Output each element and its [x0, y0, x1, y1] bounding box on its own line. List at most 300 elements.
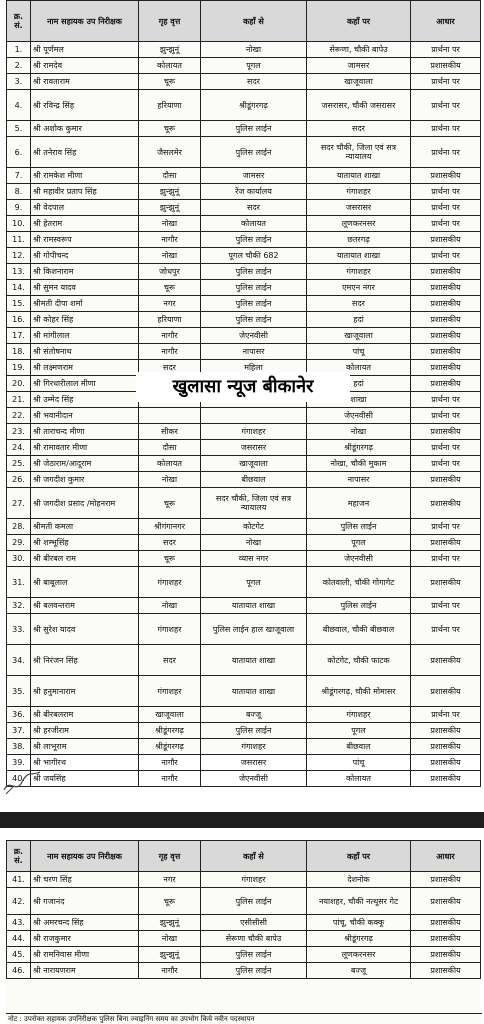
- home-district-cell-text: जैसलमेर: [157, 147, 182, 157]
- header-serial: क्र. सं.: [7, 1, 31, 42]
- basis-cell-text: प्रशासकीय: [430, 299, 461, 308]
- table-row: [7, 598, 481, 614]
- serial-cell: [7, 488, 31, 519]
- to-cell: [307, 216, 411, 232]
- from-cell-text: यातायात शाखा: [231, 601, 276, 610]
- home-district-cell-text: चूरू: [163, 77, 176, 86]
- name-cell: [31, 488, 139, 519]
- basis-cell: [411, 121, 481, 137]
- from-cell: [201, 567, 307, 598]
- to-cell-text: पुलिस लाईन: [340, 522, 377, 531]
- table-row: [7, 723, 481, 739]
- from-cell-text: सदर: [247, 77, 260, 86]
- basis-cell-text: प्रशासकीय: [430, 538, 461, 547]
- from-cell: [201, 168, 307, 184]
- home-district-cell-text: सदर: [163, 538, 176, 547]
- home-district-cell: [139, 168, 201, 184]
- to-cell-text: पांचू: [352, 758, 365, 767]
- from-cell-text: पुलिस लाईन: [235, 283, 272, 292]
- to-cell-text: कोतवाली, चौकी गोगागेट: [322, 577, 395, 587]
- name-cell: [31, 440, 139, 456]
- header-serial: क्र. सं.: [7, 841, 31, 872]
- table-row: [7, 184, 481, 200]
- serial-cell: [7, 947, 31, 963]
- name-cell: [31, 360, 139, 376]
- from-cell: [201, 74, 307, 90]
- home-district-cell-text: खाजूवाला: [155, 710, 184, 719]
- serial-cell-text: 9.: [14, 203, 23, 212]
- serial-cell-text: 2.: [14, 61, 23, 70]
- from-cell-text: पुलिस लाईन: [235, 299, 272, 308]
- home-district-cell-text: जोधपुर: [159, 267, 180, 276]
- serial-cell-text: 32.: [12, 601, 25, 610]
- header-from: कहाँ से: [201, 1, 307, 42]
- from-cell: [201, 707, 307, 723]
- home-district-cell: [139, 488, 201, 519]
- table-row: [7, 488, 481, 519]
- from-cell-text: पूगल: [246, 61, 261, 70]
- from-cell-text: पूगल: [246, 577, 261, 587]
- basis-cell: [411, 200, 481, 216]
- serial-cell: [7, 184, 31, 200]
- serial-cell-text: 40.: [12, 774, 25, 783]
- serial-cell: [7, 168, 31, 184]
- from-cell-text: गंगाशहर: [241, 427, 266, 436]
- home-district-cell-text: चूरू: [163, 896, 176, 906]
- basis-cell-text: प्रार्थना पर: [431, 554, 460, 563]
- basis-cell-text: प्रार्थना पर: [431, 601, 460, 610]
- to-cell: [307, 58, 411, 74]
- from-cell: [201, 872, 307, 888]
- home-district-cell-text: झुन्झुनूं: [159, 950, 180, 959]
- home-district-cell-text: झुन्झुनूं: [159, 918, 180, 927]
- to-cell: [307, 723, 411, 739]
- home-district-cell: [139, 74, 201, 90]
- basis-cell-text: प्रशासकीय: [430, 966, 461, 975]
- from-cell-text: जसरासर: [240, 758, 267, 767]
- from-cell: [201, 488, 307, 519]
- table-row: [7, 296, 481, 312]
- table-row: [7, 676, 481, 707]
- home-district-cell: [139, 137, 201, 168]
- name-cell: [31, 739, 139, 755]
- home-district-cell: [139, 519, 201, 535]
- serial-cell-text: 25.: [12, 459, 25, 468]
- name-cell-text: श्री जगदीश कुमार: [33, 475, 85, 484]
- home-district-cell-text: नागौर: [161, 774, 178, 783]
- to-cell: [307, 200, 411, 216]
- to-cell-text: बीछवाल, चौकी बीछवाल: [322, 624, 395, 634]
- basis-cell: [411, 408, 481, 424]
- home-district-cell-text: कोलायत: [157, 61, 182, 70]
- to-cell: [307, 947, 411, 963]
- name-cell-text: श्री शम्भूसिंह: [33, 538, 69, 547]
- from-cell: [201, 440, 307, 456]
- basis-cell-text: प्रशासकीय: [430, 171, 461, 180]
- name-cell: [31, 248, 139, 264]
- to-cell: [307, 915, 411, 931]
- to-cell-text: नोखा: [350, 427, 367, 436]
- name-cell: [31, 723, 139, 739]
- name-cell: [31, 915, 139, 931]
- name-cell-text: श्री गजानंद: [33, 896, 65, 906]
- home-district-cell: [139, 963, 201, 979]
- basis-cell-text: प्रशासकीय: [430, 61, 461, 70]
- serial-cell: [7, 888, 31, 915]
- serial-cell: [7, 598, 31, 614]
- home-district-cell: [139, 344, 201, 360]
- home-district-cell-text: कोलायत: [157, 459, 182, 468]
- to-cell: [307, 488, 411, 519]
- basis-cell-text: प्रार्थना पर: [431, 77, 460, 86]
- to-cell: [307, 168, 411, 184]
- basis-cell: [411, 360, 481, 376]
- to-cell-text: गंगाशहर: [346, 187, 371, 196]
- to-cell: [307, 888, 411, 915]
- basis-cell-text: प्रशासकीय: [430, 934, 461, 943]
- name-cell-text: श्री वेदपाल: [33, 203, 65, 212]
- basis-cell-text: प्रशासकीय: [430, 577, 461, 587]
- name-cell: [31, 707, 139, 723]
- from-cell: [201, 58, 307, 74]
- name-cell-text: श्री रावताराम: [33, 77, 70, 86]
- name-cell-text: श्री जगदीश प्रसाद /मोहनराम: [33, 498, 116, 508]
- serial-cell-text: 37.: [12, 726, 25, 735]
- basis-cell: [411, 963, 481, 979]
- to-cell: [307, 280, 411, 296]
- home-district-cell: [139, 280, 201, 296]
- name-cell-text: श्री बीरबलराम: [33, 710, 74, 719]
- serial-cell: [7, 296, 31, 312]
- to-cell: [307, 755, 411, 771]
- basis-cell-text: प्रशासकीय: [430, 774, 461, 783]
- footer-note: नोट : उपरोक्त सहायक उपनिरीक्षक पुलिस बिना ज्वाइनिंग समय का उपभोग किये नवीन पदस्थापन: [6, 1013, 482, 1024]
- from-cell: [201, 248, 307, 264]
- home-district-cell-text: नागौर: [161, 347, 178, 356]
- serial-cell: [7, 248, 31, 264]
- table-row: [7, 137, 481, 168]
- name-cell-text: श्री रामस्वरूप: [33, 235, 72, 244]
- basis-cell: [411, 216, 481, 232]
- serial-cell-text: 39.: [12, 758, 25, 767]
- from-cell-text: पुलिस लाईन: [235, 966, 272, 975]
- basis-cell: [411, 614, 481, 645]
- to-cell: [307, 74, 411, 90]
- name-cell-text: श्री अशोक कुमार: [33, 124, 82, 133]
- home-district-cell-text: गंगाशहर: [157, 624, 182, 634]
- basis-cell-text: प्रार्थना पर: [431, 187, 460, 196]
- home-district-cell: [139, 931, 201, 947]
- table-row: [7, 755, 481, 771]
- from-cell-text: जसरासर: [240, 443, 267, 452]
- home-district-cell-text: झुन्झुनूं: [159, 187, 180, 196]
- basis-cell-text: प्रशासकीय: [430, 379, 461, 388]
- basis-cell-text: प्रशासकीय: [430, 347, 461, 356]
- from-cell-text: श्रीडूंगरगढ़: [239, 100, 268, 110]
- from-cell: [201, 456, 307, 472]
- serial-cell-text: 1.: [14, 45, 23, 54]
- name-cell-text: श्री बाबूलाल: [33, 577, 68, 587]
- name-cell: [31, 74, 139, 90]
- to-cell: [307, 739, 411, 755]
- to-cell-text: श्रीडूंगरगढ़: [344, 934, 373, 943]
- home-district-cell-text: नगर: [163, 875, 176, 884]
- table-row: [7, 200, 481, 216]
- from-cell-text: गंगाशहर: [241, 875, 266, 884]
- home-district-cell-text: सदर: [163, 655, 176, 665]
- table-row: [7, 947, 481, 963]
- basis-cell-text: प्रार्थना पर: [431, 45, 460, 54]
- serial-cell: [7, 519, 31, 535]
- from-cell: [201, 931, 307, 947]
- serial-cell: [7, 58, 31, 74]
- to-cell-text: यातायात शाखा: [336, 251, 381, 260]
- basis-cell-text: प्रशासकीय: [430, 726, 461, 735]
- to-cell: [307, 440, 411, 456]
- serial-cell: [7, 963, 31, 979]
- home-district-cell: [139, 551, 201, 567]
- name-cell-text: श्री गिरधारीलाल मीणा: [33, 379, 96, 388]
- to-cell-text: कोलायत: [346, 774, 371, 783]
- home-district-cell: [139, 645, 201, 676]
- to-cell-text: श्रीडूंगरगढ़, चौकी मोमासर: [321, 686, 396, 696]
- name-cell: [31, 200, 139, 216]
- serial-cell: [7, 280, 31, 296]
- basis-cell-text: प्रार्थना पर: [431, 219, 460, 228]
- to-cell-text: शाखा: [350, 395, 367, 404]
- home-district-cell-text: नागौर: [161, 966, 178, 975]
- name-cell: [31, 90, 139, 121]
- name-cell-text: श्री निरंजन सिंह: [33, 655, 78, 665]
- basis-cell: [411, 328, 481, 344]
- from-cell-text: जेएनवीसी: [239, 331, 268, 340]
- serial-cell-text: 28.: [12, 522, 25, 531]
- serial-cell-text: 26.: [12, 475, 25, 484]
- serial-cell-text: 7.: [14, 171, 23, 180]
- basis-cell-text: प्रशासकीय: [430, 918, 461, 927]
- from-cell-text: एसीसीसी: [240, 918, 267, 927]
- serial-cell: [7, 440, 31, 456]
- serial-cell-text: 38.: [12, 742, 25, 751]
- basis-cell-text: प्रार्थना पर: [431, 411, 460, 420]
- home-district-cell: [139, 535, 201, 551]
- to-cell-text: कोलायत: [346, 363, 371, 372]
- basis-cell: [411, 551, 481, 567]
- to-cell-text: हदां: [353, 315, 364, 324]
- basis-cell-text: प्रार्थना पर: [431, 395, 460, 404]
- basis-cell-text: प्रशासकीय: [430, 363, 461, 372]
- basis-cell-text: प्रशासकीय: [430, 475, 461, 484]
- table-row: [7, 707, 481, 723]
- home-district-cell: [139, 739, 201, 755]
- name-cell: [31, 408, 139, 424]
- from-cell-text: व्यास नगर: [238, 554, 269, 563]
- home-district-cell-text: सदर: [163, 363, 176, 372]
- table-row: [7, 90, 481, 121]
- to-cell: [307, 264, 411, 280]
- home-district-cell: [139, 598, 201, 614]
- header-from: कहाँ से: [201, 841, 307, 872]
- name-cell-text: श्रीमती कमला: [33, 522, 74, 531]
- table-row: [7, 74, 481, 90]
- name-cell-text: श्री कोहर सिंह: [33, 315, 74, 324]
- name-cell: [31, 519, 139, 535]
- to-cell-text: सदर: [352, 124, 365, 133]
- basis-cell-text: प्रार्थना पर: [431, 443, 460, 452]
- home-district-cell-text: झुन्झुनूं: [159, 203, 180, 212]
- to-cell: [307, 184, 411, 200]
- from-cell: [201, 90, 307, 121]
- from-cell: [201, 137, 307, 168]
- transfer-table-page-2: [6, 840, 481, 979]
- from-cell-text: कोलायत: [241, 219, 266, 228]
- to-cell: [307, 408, 411, 424]
- to-cell: [307, 344, 411, 360]
- basis-cell: [411, 344, 481, 360]
- home-district-cell-text: नागौर: [161, 331, 178, 340]
- basis-cell: [411, 137, 481, 168]
- home-district-cell-text: नोखा: [161, 934, 178, 943]
- serial-cell-text: 46.: [12, 966, 25, 975]
- from-cell-text: पुलिस लाईन: [235, 267, 272, 276]
- home-district-cell-text: हरियाणा: [157, 100, 182, 110]
- table-row: [7, 264, 481, 280]
- serial-cell: [7, 328, 31, 344]
- name-cell: [31, 264, 139, 280]
- serial-cell: [7, 360, 31, 376]
- from-cell: [201, 216, 307, 232]
- basis-cell-text: प्रशासकीय: [430, 235, 461, 244]
- home-district-cell-text: श्रीगंगानगर: [153, 522, 186, 531]
- to-cell: [307, 931, 411, 947]
- to-cell-text: सेरूणा, चौकी बापेउ: [329, 45, 388, 54]
- basis-cell: [411, 74, 481, 90]
- to-cell-text: बज्जू: [350, 966, 367, 975]
- table-row: [7, 614, 481, 645]
- table-body-page-1: [7, 42, 481, 787]
- home-district-cell-text: झुन्झुनूं: [159, 45, 180, 54]
- name-cell: [31, 216, 139, 232]
- serial-cell-text: 35.: [12, 686, 25, 696]
- serial-cell-text: 31.: [12, 577, 25, 587]
- serial-cell: [7, 312, 31, 328]
- home-district-cell: [139, 408, 201, 424]
- from-cell-text: नोखा: [245, 538, 262, 547]
- home-district-cell: [139, 312, 201, 328]
- basis-cell-text: प्रशासकीय: [430, 267, 461, 276]
- home-district-cell: [139, 232, 201, 248]
- name-cell: [31, 755, 139, 771]
- to-cell: [307, 645, 411, 676]
- name-cell: [31, 137, 139, 168]
- home-district-cell: [139, 58, 201, 74]
- home-district-cell: [139, 90, 201, 121]
- basis-cell: [411, 184, 481, 200]
- name-cell-text: श्री सुमन यादव: [33, 283, 76, 292]
- to-cell: [307, 90, 411, 121]
- to-cell: [307, 872, 411, 888]
- table-row: [7, 408, 481, 424]
- from-cell: [201, 676, 307, 707]
- home-district-cell: [139, 707, 201, 723]
- serial-cell: [7, 264, 31, 280]
- to-cell-text: श्रीडूंगरगढ़: [344, 443, 373, 452]
- home-district-cell-text: नोखा: [161, 219, 178, 228]
- to-cell: [307, 963, 411, 979]
- serial-cell: [7, 739, 31, 755]
- name-cell-text: श्री जेठाराम/आदूराम: [33, 459, 92, 468]
- name-cell: [31, 121, 139, 137]
- name-cell: [31, 888, 139, 915]
- home-district-cell-text: श्रीडूंगरगढ़: [155, 742, 184, 751]
- name-cell: [31, 58, 139, 74]
- home-district-cell: [139, 888, 201, 915]
- home-district-cell-text: चूरू: [163, 283, 176, 292]
- from-cell: [201, 947, 307, 963]
- from-cell-text: सदर: [247, 203, 260, 212]
- basis-cell: [411, 90, 481, 121]
- from-cell-text: सदर चौकी, जिला एवं सत्र न्यायालय: [215, 494, 292, 512]
- table-row: [7, 328, 481, 344]
- serial-cell: [7, 707, 31, 723]
- serial-cell: [7, 614, 31, 645]
- serial-cell-text: 17.: [12, 331, 25, 340]
- from-cell: [201, 915, 307, 931]
- basis-cell: [411, 440, 481, 456]
- name-cell-text: श्री हेतराम: [33, 219, 63, 228]
- basis-cell-text: प्रार्थना पर: [431, 124, 460, 133]
- name-cell: [31, 232, 139, 248]
- home-district-cell-text: दौसा: [162, 443, 177, 452]
- serial-cell-text: 19.: [12, 363, 25, 372]
- basis-cell: [411, 488, 481, 519]
- home-district-cell: [139, 42, 201, 58]
- name-cell-text: श्री तनेराव सिंह: [33, 147, 77, 157]
- home-district-cell: [139, 296, 201, 312]
- to-cell-text: गंगाशहर: [346, 710, 371, 719]
- name-cell: [31, 551, 139, 567]
- to-cell-text: जसरासर, चौकी जसरासर: [321, 100, 396, 110]
- header-name: नाम सहायक उप निरीक्षक: [31, 841, 139, 872]
- name-cell: [31, 614, 139, 645]
- home-district-cell: [139, 424, 201, 440]
- from-cell-text: गंगाशहर: [241, 742, 266, 751]
- home-district-cell: [139, 248, 201, 264]
- to-cell: [307, 472, 411, 488]
- basis-cell: [411, 280, 481, 296]
- from-cell: [201, 328, 307, 344]
- basis-cell-text: प्रार्थना पर: [431, 147, 460, 157]
- from-cell: [201, 280, 307, 296]
- basis-cell-text: प्रशासकीय: [430, 498, 461, 508]
- from-cell: [201, 184, 307, 200]
- basis-cell-text: प्रशासकीय: [430, 315, 461, 324]
- serial-cell: [7, 90, 31, 121]
- serial-cell-text: 42.: [12, 896, 25, 906]
- name-cell-text: श्री हनुमानाराम: [33, 686, 76, 696]
- name-cell-text: श्री ताराचन्द मीणा: [33, 427, 85, 436]
- basis-cell-text: प्रशासकीय: [430, 427, 461, 436]
- table-row: [7, 121, 481, 137]
- name-cell-text: श्री रामकेश मीणा: [33, 171, 83, 180]
- name-cell-text: श्री चरण सिंह: [33, 875, 72, 884]
- table-row: [7, 232, 481, 248]
- home-district-cell: [139, 216, 201, 232]
- from-cell: [201, 535, 307, 551]
- page-divider: [0, 812, 484, 828]
- basis-cell: [411, 947, 481, 963]
- basis-cell: [411, 598, 481, 614]
